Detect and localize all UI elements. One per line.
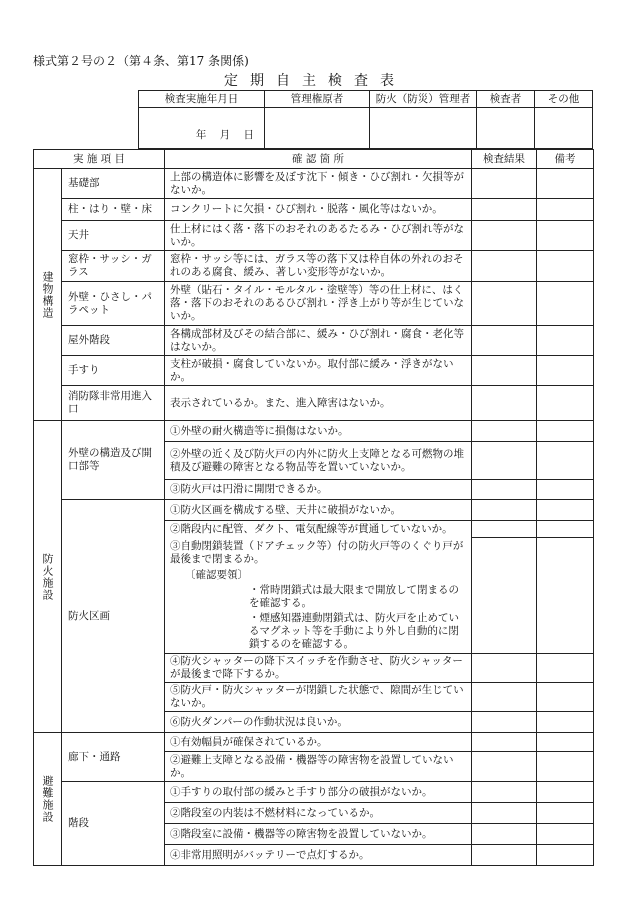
result-cell[interactable] bbox=[472, 421, 537, 442]
owner-field[interactable] bbox=[265, 108, 370, 149]
result-cell[interactable] bbox=[472, 199, 537, 221]
check-line: ②階段室の内装は不燃材料になっているか。 bbox=[165, 803, 472, 824]
header-inspector: 検査者 bbox=[477, 91, 535, 108]
item-corridor: 廊下・通路 bbox=[62, 733, 165, 782]
remarks-cell[interactable] bbox=[537, 583, 594, 611]
column-items: 実 施 項 目 bbox=[34, 150, 165, 169]
check-line: ①外壁の耐火構造等に損傷はないか。 bbox=[165, 421, 472, 442]
check-columns: コンクリートに欠損・ひび割れ・脱落・風化等はないか。 bbox=[165, 199, 472, 221]
result-cell[interactable] bbox=[472, 733, 537, 752]
category-evacuation: 避難施設 bbox=[34, 733, 62, 866]
check-line: ②避難上支障となる設備・機器等の障害物を設置していないか。 bbox=[165, 752, 472, 782]
date-field[interactable]: 年 月 日 bbox=[139, 108, 265, 149]
check-outdoor-stairs: 各構成部材及びその結合部に、緩み・ひび割れ・腐食・老化等はないか。 bbox=[165, 326, 472, 356]
remarks-cell[interactable] bbox=[537, 611, 594, 654]
remarks-cell[interactable] bbox=[537, 421, 594, 442]
result-cell[interactable] bbox=[472, 326, 537, 356]
remarks-cell[interactable] bbox=[537, 500, 594, 521]
check-line: ③階段室に設備・機器等の障害物を設置していないか。 bbox=[165, 824, 472, 845]
remarks-cell[interactable] bbox=[537, 169, 594, 199]
remarks-cell[interactable] bbox=[537, 683, 594, 712]
column-remarks: 備考 bbox=[537, 150, 594, 169]
check-line: ③防火戸は円滑に開閉できるか。 bbox=[165, 480, 472, 500]
remarks-cell[interactable] bbox=[537, 538, 594, 568]
remarks-cell[interactable] bbox=[537, 326, 594, 356]
result-cell[interactable] bbox=[472, 712, 537, 733]
item-window: 窓枠・サッシ・ガラス bbox=[62, 251, 165, 282]
check-window: 窓枠・サッシ等には、ガラス等の落下又は枠自体の外れのおそれのある腐食、緩み、著しい変形等がないか。 bbox=[165, 251, 472, 282]
result-cell[interactable] bbox=[472, 356, 537, 386]
check-line: ⑥防火ダンパーの作動状況は良いか。 bbox=[165, 712, 472, 733]
category-fire-prevention: 防火施設 bbox=[34, 421, 62, 733]
result-cell[interactable] bbox=[472, 803, 537, 824]
column-points: 確 認 箇 所 bbox=[165, 150, 472, 169]
document-title: 定期自主検査表 bbox=[224, 73, 406, 89]
result-cell[interactable] bbox=[472, 782, 537, 803]
result-cell[interactable] bbox=[472, 611, 537, 654]
remarks-cell[interactable] bbox=[537, 782, 594, 803]
category-structure: 建物構造 bbox=[34, 169, 62, 421]
remarks-cell[interactable] bbox=[537, 568, 594, 583]
remarks-cell[interactable] bbox=[537, 803, 594, 824]
result-cell[interactable] bbox=[472, 221, 537, 251]
item-handrail: 手すり bbox=[62, 356, 165, 386]
check-guide-header: 〔確認要領〕 bbox=[165, 568, 472, 583]
check-line: ③自動閉鎖装置（ドアチェック等）付の防火戸等のくぐり戸が最後まで閉まるか。 bbox=[165, 538, 472, 568]
remarks-cell[interactable] bbox=[537, 199, 594, 221]
remarks-cell[interactable] bbox=[537, 752, 594, 782]
remarks-cell[interactable] bbox=[537, 356, 594, 386]
header-owner: 管理権原者 bbox=[265, 91, 370, 108]
result-cell[interactable] bbox=[472, 845, 537, 866]
check-line: ④防火シャッターの降下スイッチを作動させ、防火シャッターが最後まで降下するか。 bbox=[165, 654, 472, 683]
check-guide-item: ・常時閉鎖式は最大限まで開放して閉まるのを確認する。 bbox=[165, 583, 472, 611]
result-cell[interactable] bbox=[472, 683, 537, 712]
item-outdoor-stairs: 屋外階段 bbox=[62, 326, 165, 356]
item-foundation: 基礎部 bbox=[62, 169, 165, 199]
check-line: ①防火区画を構成する壁、天井に破損がないか。 bbox=[165, 500, 472, 521]
check-line: ①手すりの取付部の緩みと手すり部分の破損がないか。 bbox=[165, 782, 472, 803]
result-cell[interactable] bbox=[472, 521, 537, 538]
approval-table bbox=[138, 90, 593, 149]
result-cell[interactable] bbox=[472, 500, 537, 521]
check-guide-item: ・煙感知器連動閉鎖式は、防火戸を止めているマグネット等を手動により外し自動的に閉鎖するのを確認する。 bbox=[165, 611, 472, 654]
check-ceiling: 仕上材にはく落・落下のおそれのあるたるみ・ひび割れ等がないか。 bbox=[165, 221, 472, 251]
result-cell[interactable] bbox=[472, 386, 537, 421]
remarks-cell[interactable] bbox=[537, 251, 594, 282]
check-handrail: 支柱が破損・腐食していないか。取付部に緩み・浮きがないか。 bbox=[165, 356, 472, 386]
inspection-table bbox=[33, 149, 594, 866]
check-line: ②外壁の近く及び防火戸の内外に防火上支障となる可燃物の堆積及び避難の障害となる物品等を置いていないか。 bbox=[165, 442, 472, 480]
item-fire-entry: 消防隊非常用進入口 bbox=[62, 386, 165, 421]
form-number: 様式第２号の２（第４条、第17 条関係) bbox=[33, 54, 249, 68]
check-line: ⑤防火戸・防火シャッターが閉鎖した状態で、隙間が生じていないか。 bbox=[165, 683, 472, 712]
check-line: ②階段内に配管、ダクト、電気配線等が貫通していないか。 bbox=[165, 521, 472, 538]
remarks-cell[interactable] bbox=[537, 221, 594, 251]
check-foundation: 上部の構造体に影響を及ぼす沈下・傾き・ひび割れ・欠損等がないか。 bbox=[165, 169, 472, 199]
result-cell[interactable] bbox=[472, 654, 537, 683]
result-cell[interactable] bbox=[472, 752, 537, 782]
header-fire-manager: 防火（防災）管理者 bbox=[370, 91, 477, 108]
result-cell[interactable] bbox=[472, 583, 537, 611]
inspector-field[interactable] bbox=[477, 108, 535, 149]
fire-manager-field[interactable] bbox=[370, 108, 477, 149]
remarks-cell[interactable] bbox=[537, 386, 594, 421]
item-ceiling: 天井 bbox=[62, 221, 165, 251]
result-cell[interactable] bbox=[472, 169, 537, 199]
header-other: その他 bbox=[535, 91, 593, 108]
result-cell[interactable] bbox=[472, 568, 537, 583]
remarks-cell[interactable] bbox=[537, 480, 594, 500]
header-inspection-date: 検査実施年月日 bbox=[139, 91, 265, 108]
check-line: ④非常用照明がバッテリーで点灯するか。 bbox=[165, 845, 472, 866]
column-result: 検査結果 bbox=[472, 150, 537, 169]
remarks-cell[interactable] bbox=[537, 824, 594, 845]
remarks-cell[interactable] bbox=[537, 845, 594, 866]
other-field[interactable] bbox=[535, 108, 593, 149]
remarks-cell[interactable] bbox=[537, 442, 594, 480]
check-line: ①有効幅員が確保されているか。 bbox=[165, 733, 472, 752]
remarks-cell[interactable] bbox=[537, 521, 594, 538]
result-cell[interactable] bbox=[472, 442, 537, 480]
remarks-cell[interactable] bbox=[537, 282, 594, 326]
check-exterior-wall: 外壁（貼石・タイル・モルタル・塗壁等）等の仕上材に、はく落・落下のおそれのあるひび割れ・浮き上がり等が生じていないか。 bbox=[165, 282, 472, 326]
result-cell[interactable] bbox=[472, 824, 537, 845]
check-fire-entry: 表示されているか。また、進入障害はないか。 bbox=[165, 386, 472, 421]
remarks-cell[interactable] bbox=[537, 733, 594, 752]
result-cell[interactable] bbox=[472, 538, 537, 568]
result-cell[interactable] bbox=[472, 282, 537, 326]
item-columns: 柱・はり・壁・床 bbox=[62, 199, 165, 221]
item-stairs: 階段 bbox=[62, 782, 165, 866]
remarks-cell[interactable] bbox=[537, 712, 594, 733]
remarks-cell[interactable] bbox=[537, 654, 594, 683]
item-fire-compartment: 防火区画 bbox=[62, 500, 165, 733]
item-exterior-openings: 外壁の構造及び開口部等 bbox=[62, 421, 165, 500]
result-cell[interactable] bbox=[472, 480, 537, 500]
result-cell[interactable] bbox=[472, 251, 537, 282]
item-exterior-wall: 外壁・ひさし・パラペット bbox=[62, 282, 165, 326]
